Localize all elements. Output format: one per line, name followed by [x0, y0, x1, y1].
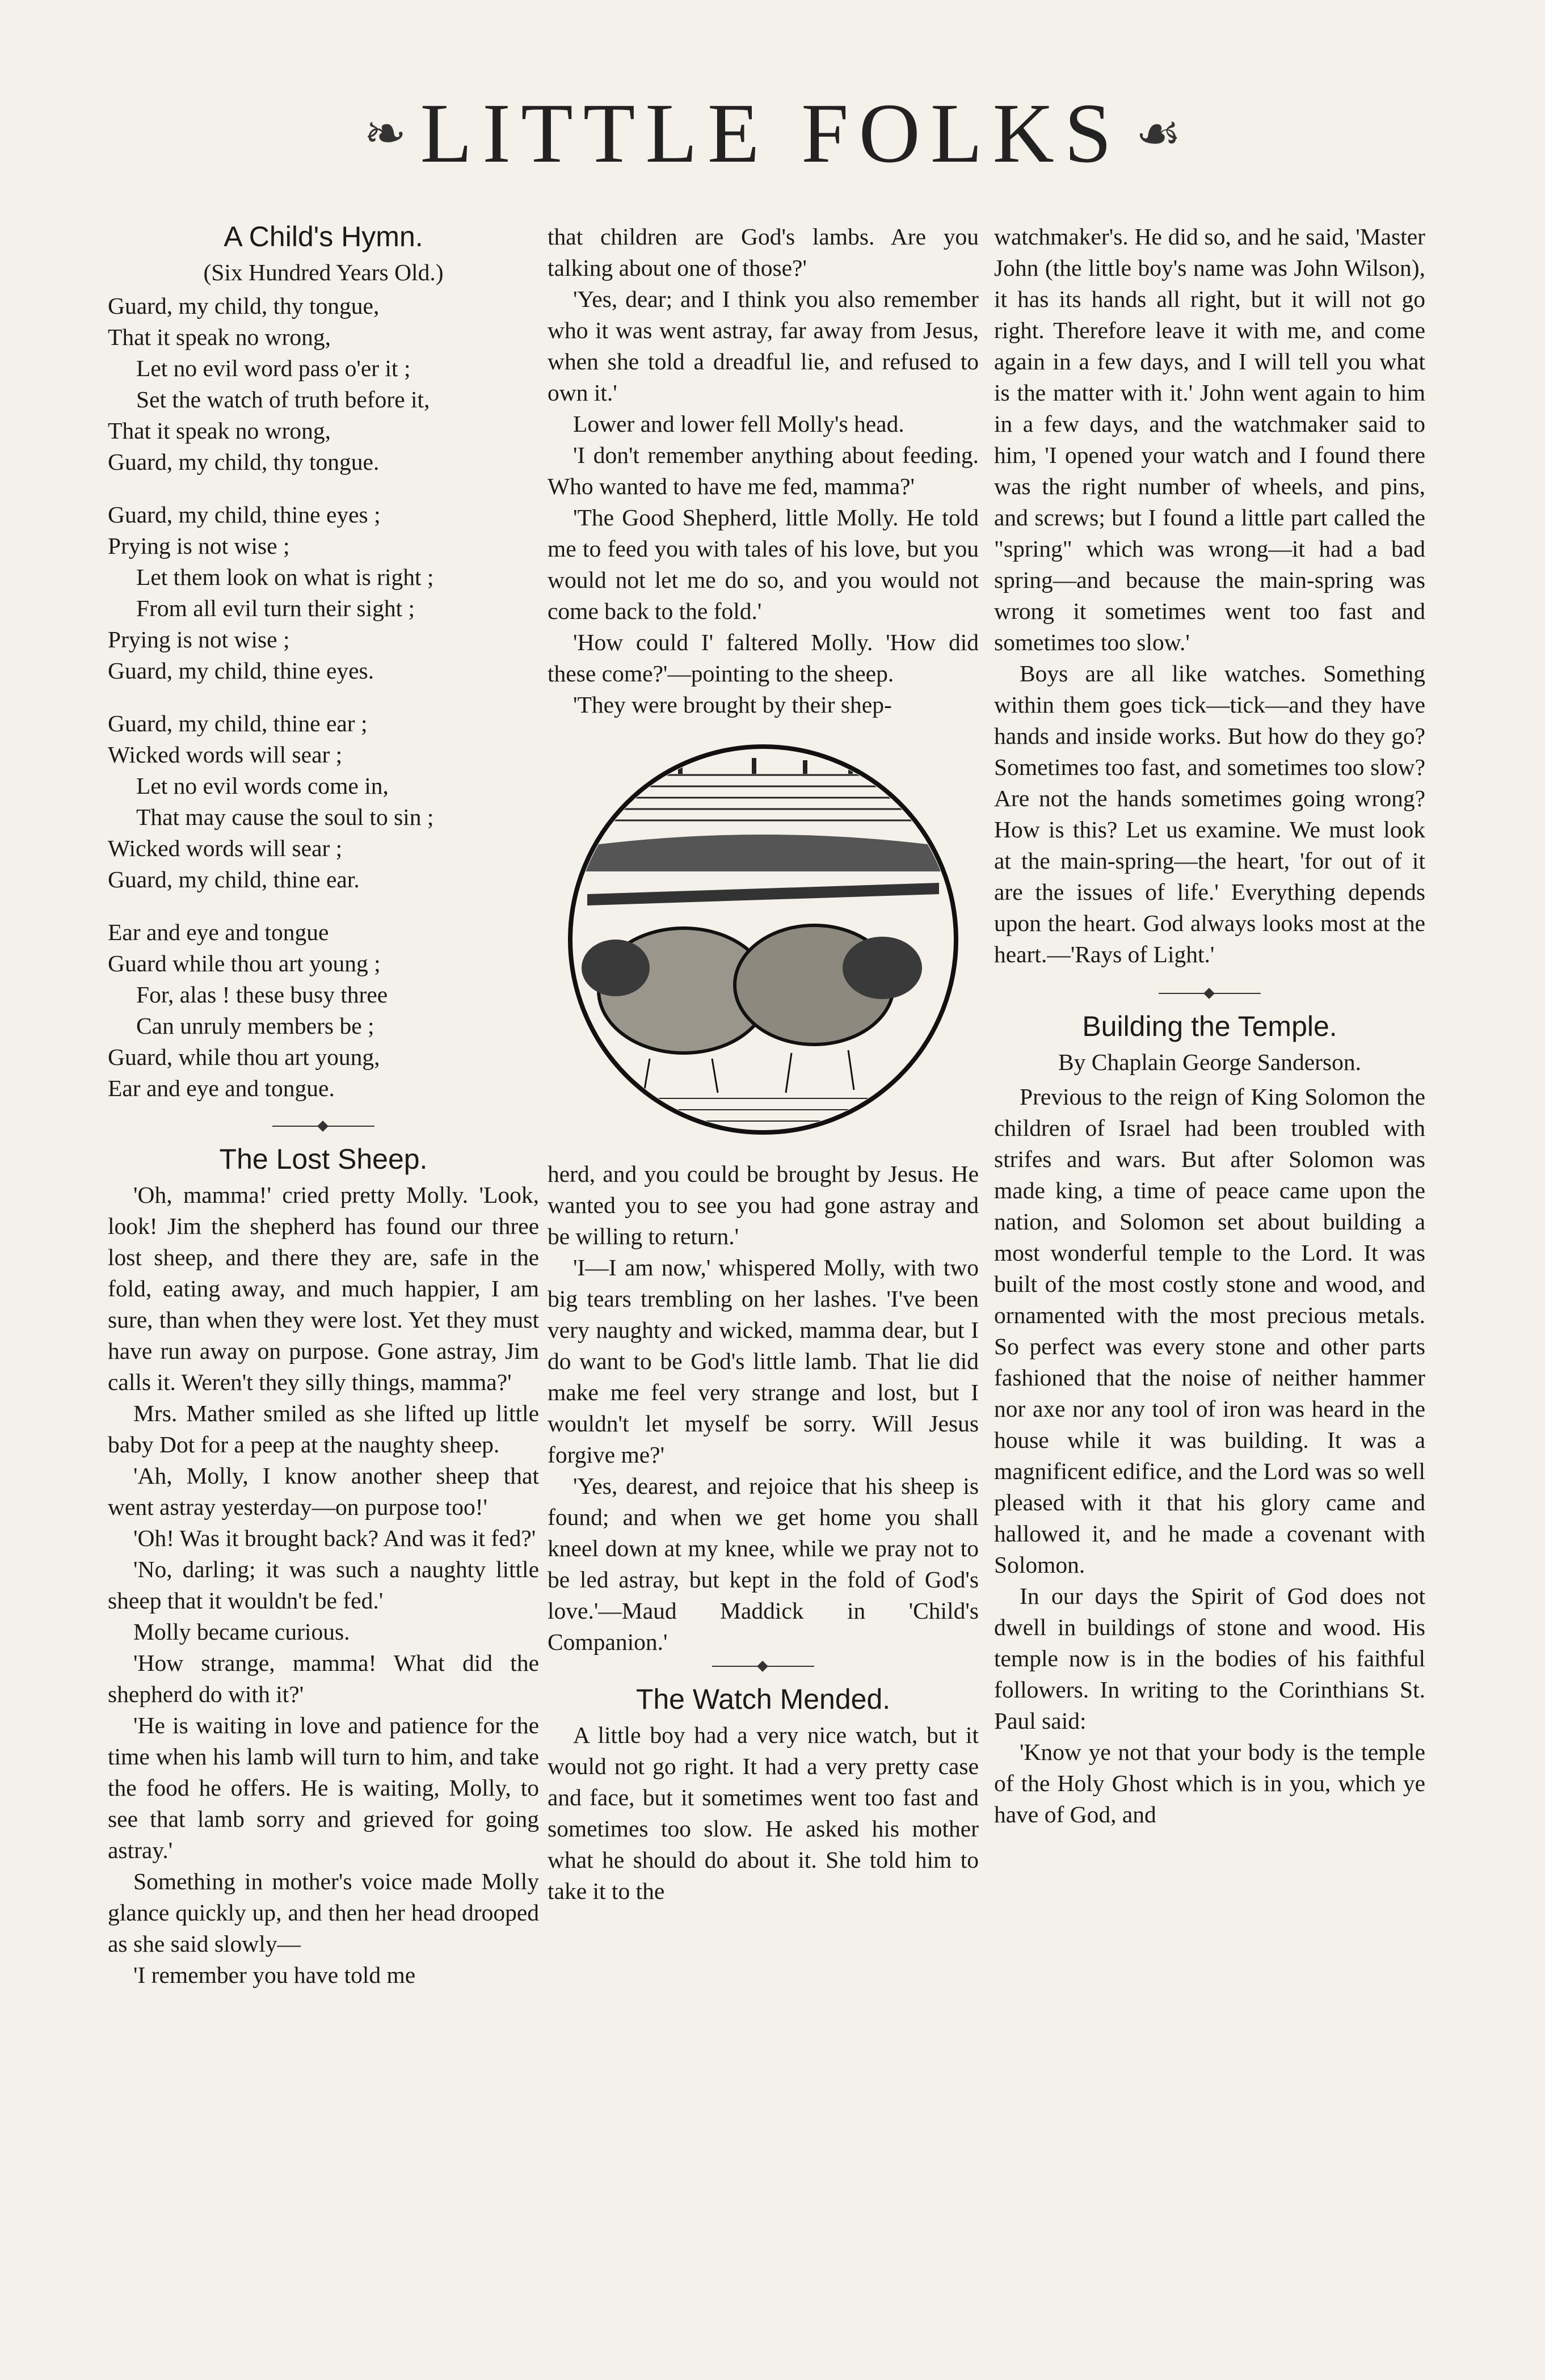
hymn-subtitle: (Six Hundred Years Old.) — [203, 259, 444, 285]
paragraph: that children are God's lambs. Are you talking about one of those?' — [548, 224, 979, 281]
paragraph: 'Yes, dear; and I think you also remember who it was went astray, far away from Jesus, when she told a dreadful lie, and refused to own it.' — [548, 286, 979, 406]
paragraph: 'Know ye not that your body is the temple of the Holy Ghost which is in you, which ye have of God, and — [994, 1739, 1425, 1827]
paragraph: Boys are all like watches. Something within them goes tick—tick—and they have hands and inside works. But how do they go? Sometimes too fast, and sometimes too slow? Are not the hands sometimes going wrong? How is this? Let us examine. We must look at the main-spring—the heart, 'for out of it are the issues of life.' Everything depends upon the heart. God always looks most at the heart.—'Rays of Light.' — [994, 660, 1425, 967]
section-divider — [1159, 993, 1261, 994]
paragraph: herd, and you could be brought by Jesus. He wanted you to see you had gone astray and be willing to return.' — [548, 1161, 979, 1249]
lost-sheep-part-1 — [108, 1180, 539, 1991]
paragraph: 'I—I am now,' whispered Molly, with two big tears trembling on her lashes. 'I've been very naughty and wicked, mamma dear, but I do want to be God's little lamb. That lie did make me feel very strange and lost, but I wouldn't let myself be sorry. Will Jesus forgive me?' — [548, 1254, 979, 1468]
hymn-line: Prying is not wise ; — [108, 533, 290, 559]
right-flourish-icon: ☙ — [1135, 106, 1181, 162]
hymn-stanza — [108, 708, 539, 895]
hymn-line: From all evil turn their sight ; — [136, 595, 415, 621]
section-divider — [712, 1666, 814, 1667]
hymn-line: Set the watch of truth before it, — [136, 386, 430, 412]
lost-sheep-part-2 — [548, 221, 979, 721]
paragraph: Lower and lower fell Molly's head. — [573, 411, 904, 437]
paragraph: Something in mother's voice made Molly glance quickly up, and then her head drooped as she said slowly— — [108, 1868, 539, 1957]
hymn-line: Let no evil word pass o'er it ; — [136, 355, 411, 381]
column-2 — [548, 221, 979, 1907]
watch-part-2 — [994, 221, 1425, 970]
paragraph: Molly became curious. — [133, 1619, 350, 1645]
hymn-line: Guard, my child, thy tongue. — [108, 449, 380, 475]
hymn-line: Wicked words will sear ; — [108, 835, 343, 861]
temple-title: Building the Temple. — [1082, 1010, 1337, 1042]
hymn-line: Guard, my child, thy tongue, — [108, 293, 380, 319]
page-title: LITTLE FOLKS — [420, 86, 1122, 180]
hymn-line: For, alas ! these busy three — [136, 982, 388, 1008]
column-3 — [994, 221, 1425, 1830]
paragraph: Mrs. Mather smiled as she lifted up little baby Dot for a peep at the naughty sheep. — [108, 1400, 539, 1458]
lost-sheep-title: The Lost Sheep. — [219, 1143, 428, 1175]
paragraph: 'They were brought by their shep- — [573, 692, 892, 718]
hymn-line: Guard, while thou art young, — [108, 1044, 380, 1070]
paragraph: In our days the Spirit of God does not dwell in buildings of stone and wood. His temple now is in the bodies of his faithful followers. In writing to the Corinthians St. Paul said: — [994, 1583, 1425, 1734]
hymn-title: A Child's Hymn. — [224, 221, 423, 252]
masthead — [0, 85, 1545, 182]
section-divider — [272, 1126, 374, 1127]
hymn-stanzas — [108, 290, 539, 1104]
hymn-line: That it speak no wrong, — [108, 324, 331, 350]
paragraph: 'He is waiting in love and patience for the time when his lamb will turn to him, and take the food he offers. He is waiting, Molly, to see that lamb sorry and grieved for going astray.' — [108, 1712, 539, 1863]
paragraph: 'How could I' faltered Molly. 'How did these come?'—pointing to the sheep. — [548, 629, 979, 686]
hymn-line: Wicked words will sear ; — [108, 742, 343, 768]
hymn-line: Guard, my child, thine ear ; — [108, 710, 368, 736]
paragraph: A little boy had a very nice watch, but it would not go right. It had a very pretty case and face, but it sometimes went too fast and sometimes too slow. He asked his mother what he should do about it. She told him to take it to the — [548, 1722, 979, 1904]
paragraph: watchmaker's. He did so, and he said, 'Master John (the little boy's name was John Wilson), it has its hands all right, but it will not go right. Therefore leave it with me, and come again in a few days, and I will tell you what is the matter with it.' John went again to him in a few days, and the watchmaker said to him, 'I opened your watch and I found there was the right number of wheels, and pins, and screws; but I found a little part called the "spring" which was wrong—it had a bad spring—and because the main-spring was wrong it sometimes went too fast and sometimes too slow.' — [994, 224, 1425, 655]
temple-body — [994, 1081, 1425, 1830]
watch-part-1 — [548, 1720, 979, 1907]
hymn-line: That it speak no wrong, — [108, 418, 331, 444]
hymn-line: Let them look on what is right ; — [136, 564, 434, 590]
hymn-line: Can unruly members be ; — [136, 1013, 374, 1039]
paragraph: 'Yes, dearest, and rejoice that his sheep is found; and when we get home you shall kneel down at my knee, while we pray not to be led astray, but kept in the fold of God's love.'—Maud Maddick in 'Child's Companion.' — [548, 1473, 979, 1655]
hymn-line: That may cause the soul to sin ; — [136, 804, 434, 830]
watch-title: The Watch Mended. — [635, 1683, 891, 1715]
hymn-stanza — [108, 499, 539, 686]
hymn-line: Guard, my child, thine eyes. — [108, 658, 374, 684]
hymn-stanza — [108, 917, 539, 1104]
paragraph: 'Oh, mamma!' cried pretty Molly. 'Look, look! Jim the shepherd has found our three lost sheep, and there they are, safe in the fold, eating away, and much happier, I am sure, than when they were lost. Yet they must have run away on purpose. Gone astray, Jim calls it. Weren't they silly things, mamma?' — [108, 1182, 539, 1395]
hymn-line: Guard, my child, thine ear. — [108, 866, 360, 892]
hymn-line: Ear and eye and tongue. — [108, 1075, 335, 1101]
temple-byline: By Chaplain George Sanderson. — [1058, 1049, 1362, 1075]
paragraph: 'Ah, Molly, I know another sheep that went astray yesterday—on purpose too!' — [108, 1463, 539, 1520]
hymn-line: Let no evil words come in, — [136, 773, 389, 799]
paragraph: 'Oh! Was it brought back? And was it fed?' — [133, 1525, 536, 1551]
paragraph: 'I remember you have told me — [133, 1962, 416, 1988]
paragraph: 'No, darling; it was such a naughty little sheep that it wouldn't be fed.' — [108, 1556, 539, 1614]
hymn-line: Guard while thou art young ; — [108, 950, 381, 976]
paragraph: Previous to the reign of King Solomon the children of Israel had been troubled with strifes and wars. But after Solomon was made king, a time of peace came upon the nation, and Solomon set about building a most wonderful temple to the Lord. It was built of the most costly stone and wood, and ornamented with the most precious metals. So perfect was every stone and other parts fashioned that the noise of neither hammer nor axe nor any tool of iron was heard in the house while it was building. It was a magnificent edifice, and the Lord was so well pleased with it that his glory came and hallowed it, and he made a covenant with Solomon. — [994, 1084, 1425, 1578]
column-1 — [108, 221, 539, 1991]
lost-sheep-part-3 — [548, 1159, 979, 1658]
paragraph: 'How strange, mamma! What did the shepherd do with it?' — [108, 1650, 539, 1707]
paragraph: 'The Good Shepherd, little Molly. He told me to feed you with tales of his love, but you would not let me do so, and you would not come back to the fold.' — [548, 504, 979, 624]
hymn-line: Guard, my child, thine eyes ; — [108, 502, 381, 528]
sheep-illustration — [565, 741, 962, 1138]
hymn-line: Ear and eye and tongue — [108, 919, 329, 945]
hymn-line: Prying is not wise ; — [108, 626, 290, 652]
hymn-stanza — [108, 290, 539, 478]
paragraph: 'I don't remember anything about feeding. Who wanted to have me fed, mamma?' — [548, 442, 979, 499]
left-flourish-icon: ❧ — [364, 106, 407, 162]
